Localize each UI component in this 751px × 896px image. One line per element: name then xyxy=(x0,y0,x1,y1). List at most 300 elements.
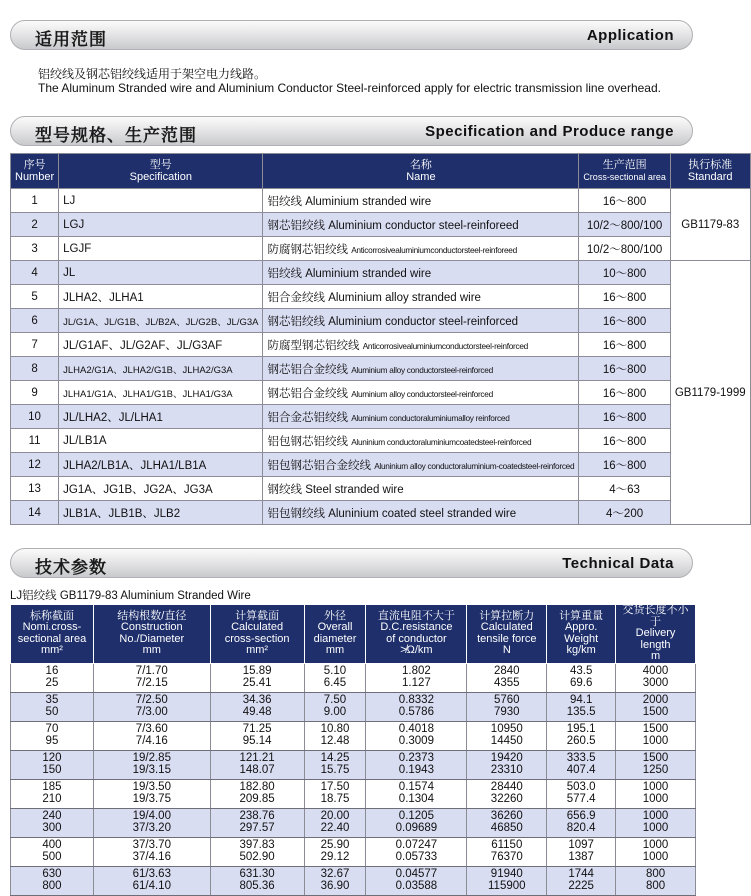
tech-cell xyxy=(547,779,616,808)
spec-row xyxy=(11,453,751,477)
tech-header-cn: 直流电阻不大于 xyxy=(377,609,455,622)
tech-header-en2: sectional area xyxy=(17,632,87,645)
tech-value-bottom: 19/3.15 xyxy=(132,763,171,776)
spec-model: LJ xyxy=(59,189,263,213)
spec-model: LGJ xyxy=(59,213,263,237)
tech-value-top: 37/3.70 xyxy=(132,839,171,851)
spec-row xyxy=(11,429,751,453)
tech-value-top: 1500 xyxy=(642,752,669,764)
header-standard-en: Standard xyxy=(687,171,733,183)
header-standard xyxy=(670,154,750,189)
tech-value-top: 2000 xyxy=(642,694,669,706)
spec-name-en: Aluminium alloy conductorsteel-reinforced xyxy=(351,388,493,399)
tech-value-bottom: 300 xyxy=(42,821,62,834)
tech-cell xyxy=(616,663,696,692)
spec-row xyxy=(11,477,751,501)
spec-name-en: Anticorrosivealuminiumconductorsteel-reinforced xyxy=(362,340,528,351)
tech-value-top: 7/1.70 xyxy=(135,665,168,677)
spec-model: JL/G1AF、JL/G2AF、JL/G3AF xyxy=(59,333,263,357)
tech-header-en2: diameter xyxy=(313,632,357,645)
tech-cell xyxy=(210,866,304,895)
spec-name-cn: 钢芯铝绞线 xyxy=(267,219,325,232)
tech-title-en: Technical Data xyxy=(562,555,674,572)
tech-cell xyxy=(210,692,304,721)
tech-value-top: 32.67 xyxy=(320,868,350,880)
tech-header-unit: mm xyxy=(325,644,345,657)
spec-row xyxy=(11,213,751,237)
tech-value-bottom: 1000 xyxy=(642,850,669,863)
header-number-cn: 序号 xyxy=(23,159,46,171)
tech-cell xyxy=(210,750,304,779)
application-title-en: Application xyxy=(586,27,674,44)
tech-value-top: 121.21 xyxy=(239,752,275,764)
spec-number: 9 xyxy=(11,381,59,405)
spec-row xyxy=(11,285,751,309)
spec-model: JLHA2/LB1A、JLHA1/LB1A xyxy=(59,453,263,477)
tech-header-en2: Weight xyxy=(564,632,599,645)
header-spec-cn: 型号 xyxy=(149,159,172,171)
tech-value-bottom: 12.48 xyxy=(320,734,350,747)
tech-value-top: 630 xyxy=(42,868,62,880)
tech-value-bottom: 502.90 xyxy=(239,850,275,863)
spec-name-en: Steel stranded wire xyxy=(305,483,404,496)
tech-value-top: 19/4.00 xyxy=(132,810,171,822)
spec-number: 7 xyxy=(11,333,59,357)
tech-cell xyxy=(304,837,366,866)
tech-cell xyxy=(366,808,467,837)
tech-header-en1: Construction xyxy=(120,621,183,634)
tech-row xyxy=(11,692,696,721)
tech-value-top: 7.50 xyxy=(323,694,347,706)
tech-value-top: 1000 xyxy=(642,810,669,822)
spec-range: 10/2～800/100 xyxy=(579,237,671,261)
spec-table-header xyxy=(11,154,751,189)
spec-model: JG1A、JG1B、JG2A、JG3A xyxy=(59,477,263,501)
tech-cell xyxy=(547,837,616,866)
tech-value-top: 19/3.50 xyxy=(132,781,171,793)
tech-header-unit: mm² xyxy=(246,644,269,657)
spec-number: 12 xyxy=(11,453,59,477)
spec-row xyxy=(11,381,751,405)
tech-value-bottom: 49.48 xyxy=(242,705,272,718)
tech-header-unit: ≯Ω/km xyxy=(400,644,433,657)
tech-value-bottom: 36.90 xyxy=(320,879,350,892)
tech-value-top: 34.36 xyxy=(242,694,272,706)
tech-value-bottom: 500 xyxy=(42,850,62,863)
spec-name-en: Aluninium conductoraluminiumcoatedsteel-reinforced xyxy=(351,436,532,447)
tech-value-bottom: 46850 xyxy=(490,821,523,834)
spec-range: 10/2～800/100 xyxy=(579,213,671,237)
tech-cell xyxy=(616,808,696,837)
tech-value-top: 17.50 xyxy=(320,781,350,793)
tech-value-top: 10950 xyxy=(490,723,523,735)
tech-value-bottom: 407.4 xyxy=(566,763,596,776)
tech-value-bottom: 0.1943 xyxy=(398,763,434,776)
tech-value-bottom: 37/4.16 xyxy=(132,850,171,863)
tech-value-bottom: 1000 xyxy=(642,792,669,805)
tech-header-en1: Appro. xyxy=(564,621,598,634)
tech-cell xyxy=(93,750,210,779)
tech-value-top: 4000 xyxy=(642,665,669,677)
tech-value-top: 1500 xyxy=(642,723,669,735)
tech-value-top: 0.8332 xyxy=(398,694,434,706)
spec-name-en: Aluminium stranded wire xyxy=(305,267,432,280)
header-range xyxy=(579,154,671,189)
spec-range: 16～800 xyxy=(579,405,671,429)
tech-cell xyxy=(467,721,547,750)
spec-banner xyxy=(10,116,693,146)
tech-value-top: 7/3.60 xyxy=(135,723,168,735)
tech-value-top: 238.76 xyxy=(239,810,275,822)
tech-cell xyxy=(547,808,616,837)
tech-header-cell xyxy=(547,605,616,664)
tech-value-top: 333.5 xyxy=(566,752,596,764)
tech-value-bottom: 2225 xyxy=(568,879,594,892)
tech-value-top: 71.25 xyxy=(242,723,272,735)
tech-value-bottom: 61/4.10 xyxy=(132,879,171,892)
spec-name xyxy=(263,453,579,477)
spec-name xyxy=(263,501,579,525)
tech-value-top: 20.00 xyxy=(320,810,350,822)
tech-value-bottom: 6.45 xyxy=(323,676,347,689)
spec-row xyxy=(11,309,751,333)
tech-value-top: 35 xyxy=(45,694,59,706)
spec-name-en: Aluninium coated steel stranded wire xyxy=(328,507,517,520)
tech-cell xyxy=(547,866,616,895)
spec-model: JLB1A、JLB1B、JLB2 xyxy=(59,501,263,525)
spec-number: 14 xyxy=(11,501,59,525)
spec-name-cn: 铝绞线 xyxy=(267,195,302,208)
tech-value-bottom: 29.12 xyxy=(320,850,350,863)
spec-name-cn: 钢芯铝合金绞线 xyxy=(267,363,348,376)
tech-header-cell xyxy=(366,605,467,664)
header-name-cn: 名称 xyxy=(409,159,432,171)
tech-value-top: 1000 xyxy=(642,781,669,793)
tech-cell xyxy=(616,837,696,866)
spec-name xyxy=(263,309,579,333)
tech-cell xyxy=(210,837,304,866)
tech-value-top: 0.04577 xyxy=(395,868,438,880)
tech-value-top: 195.1 xyxy=(566,723,596,735)
tech-cell xyxy=(11,692,94,721)
tech-cell xyxy=(366,721,467,750)
tech-cell xyxy=(93,779,210,808)
tech-value-bottom: 7/3.00 xyxy=(135,705,168,718)
tech-value-top: 400 xyxy=(42,839,62,851)
spec-name-cn: 铝合金芯铝绞线 xyxy=(267,411,348,424)
tech-header-en1: Nomi.cross- xyxy=(22,621,82,634)
tech-value-bottom: 95 xyxy=(45,734,59,747)
tech-value-top: 397.83 xyxy=(239,839,275,851)
tech-value-bottom: 0.3009 xyxy=(398,734,434,747)
spec-title-cn: 型号规格、生产范围 xyxy=(35,126,197,145)
tech-value-bottom: 7930 xyxy=(493,705,520,718)
tech-value-top: 61/3.63 xyxy=(132,868,171,880)
tech-subtitle: LJ铝绞线 GB1179-83 Aluminium Stranded Wire xyxy=(10,590,251,602)
tech-header-cell xyxy=(210,605,304,664)
tech-header-en2: cross-section xyxy=(224,632,290,645)
tech-cell xyxy=(616,692,696,721)
spec-model: JLHA2、JLHA1 xyxy=(59,285,263,309)
tech-cell xyxy=(547,750,616,779)
tech-cell xyxy=(11,721,94,750)
tech-cell xyxy=(93,837,210,866)
tech-value-top: 5760 xyxy=(493,694,520,706)
spec-name-en: Aluninium alloy conductoraluminium-coatedsteel-reinforced xyxy=(374,460,575,471)
spec-model: JL xyxy=(59,261,263,285)
tech-value-top: 14.25 xyxy=(320,752,350,764)
tech-value-top: 240 xyxy=(42,810,62,822)
spec-row xyxy=(11,333,751,357)
tech-cell xyxy=(366,663,467,692)
spec-range: 16～800 xyxy=(579,285,671,309)
spec-name-cn: 铝包钢芯铝绞线 xyxy=(267,435,348,448)
tech-value-top: 0.2373 xyxy=(398,752,434,764)
tech-cell xyxy=(304,663,366,692)
tech-cell xyxy=(304,866,366,895)
spec-name-cn: 钢芯铝绞线 xyxy=(267,315,325,328)
tech-cell xyxy=(11,808,94,837)
spec-model: LGJF xyxy=(59,237,263,261)
spec-name xyxy=(263,237,579,261)
tech-value-bottom: 22.40 xyxy=(320,821,350,834)
tech-cell xyxy=(304,808,366,837)
tech-value-bottom: 3000 xyxy=(642,676,669,689)
spec-model: JL/LB1A xyxy=(59,429,263,453)
tech-value-top: 36260 xyxy=(490,810,523,822)
spec-row xyxy=(11,357,751,381)
spec-name-en: Anticorrosivealuminiumconductorsteel-reinforeed xyxy=(351,244,517,255)
tech-value-bottom: 1000 xyxy=(642,734,669,747)
tech-header-cn: 交货长度不小于 xyxy=(622,604,689,628)
tech-header-unit: N xyxy=(502,644,511,657)
spec-name-en: Aluminium stranded wire xyxy=(305,195,432,208)
spec-row xyxy=(11,261,751,285)
spec-name xyxy=(263,357,579,381)
tech-header-en2: No./Diameter xyxy=(119,632,185,645)
spec-name-cn: 防腐钢芯铝绞线 xyxy=(267,243,348,256)
tech-value-top: 0.4018 xyxy=(398,723,434,735)
tech-row xyxy=(11,808,696,837)
spec-row xyxy=(11,189,751,213)
tech-value-top: 185 xyxy=(42,781,62,793)
standard-gb1179-1999: GB1179-1999 xyxy=(670,261,750,525)
tech-header-cn: 计算截面 xyxy=(235,609,280,622)
spec-model: JL/G1A、JL/G1B、JL/B2A、JL/G2B、JL/G3A xyxy=(59,309,263,333)
tech-value-bottom: 820.4 xyxy=(566,821,596,834)
tech-value-top: 182.80 xyxy=(239,781,275,793)
spec-name xyxy=(263,477,579,501)
spec-range: 16～800 xyxy=(579,357,671,381)
tech-value-top: 94.1 xyxy=(569,694,593,706)
tech-value-top: 0.1574 xyxy=(398,781,434,793)
spec-name-cn: 铝包钢芯铝合金绞线 xyxy=(267,459,371,472)
tech-table-header xyxy=(11,605,696,664)
spec-number: 2 xyxy=(11,213,59,237)
spec-number: 1 xyxy=(11,189,59,213)
tech-value-bottom: 1.127 xyxy=(402,676,431,689)
spec-name-en: Aluminium conductoraluminiumalloy reinforced xyxy=(351,412,510,423)
tech-cell xyxy=(547,692,616,721)
spec-range: 16～800 xyxy=(579,453,671,477)
tech-cell xyxy=(210,779,304,808)
tech-cell xyxy=(210,721,304,750)
tech-cell xyxy=(11,750,94,779)
tech-cell xyxy=(93,808,210,837)
tech-value-bottom: 14450 xyxy=(490,734,523,747)
spec-name xyxy=(263,189,579,213)
tech-value-bottom: 95.14 xyxy=(242,734,272,747)
spec-name xyxy=(263,213,579,237)
spec-name xyxy=(263,285,579,309)
header-range-cn: 生产范围 xyxy=(602,159,647,171)
tech-header-en1: Delivery xyxy=(635,627,676,639)
tech-cell xyxy=(304,692,366,721)
tech-value-top: 0.1205 xyxy=(398,810,434,822)
tech-cell xyxy=(93,866,210,895)
spec-range: 16～800 xyxy=(579,381,671,405)
tech-cell xyxy=(616,779,696,808)
tech-cell xyxy=(11,663,94,692)
tech-value-top: 28440 xyxy=(490,781,523,793)
tech-header-cell xyxy=(467,605,547,664)
tech-header-unit: kg/km xyxy=(566,644,596,657)
tech-value-top: 15.89 xyxy=(242,665,272,677)
tech-cell xyxy=(93,663,210,692)
tech-value-top: 7/2.50 xyxy=(135,694,168,706)
tech-cell xyxy=(366,692,467,721)
tech-cell xyxy=(11,866,94,895)
tech-value-bottom: 210 xyxy=(42,792,62,805)
tech-value-bottom: 25 xyxy=(45,676,59,689)
tech-value-top: 5.10 xyxy=(323,665,347,677)
tech-value-bottom: 260.5 xyxy=(566,734,596,747)
tech-cell xyxy=(210,808,304,837)
tech-value-bottom: 0.1304 xyxy=(398,792,434,805)
tech-title-cn: 技术参数 xyxy=(35,558,107,577)
header-number-en: Number xyxy=(15,171,55,183)
spec-name-en: Aluminium conductor steel-reinforced xyxy=(328,315,519,328)
tech-header-cn: 结构根数/直径 xyxy=(117,609,187,622)
tech-value-bottom: 1500 xyxy=(642,705,669,718)
tech-value-top: 91940 xyxy=(490,868,523,880)
tech-header-en2: length xyxy=(640,638,671,651)
tech-cell xyxy=(467,663,547,692)
tech-cell xyxy=(304,721,366,750)
tech-value-top: 800 xyxy=(645,868,666,880)
tech-row xyxy=(11,750,696,779)
spec-name xyxy=(263,261,579,285)
spec-range: 10～800 xyxy=(579,261,671,285)
tech-cell xyxy=(467,750,547,779)
tech-cell xyxy=(366,837,467,866)
tech-value-top: 25.90 xyxy=(320,839,350,851)
tech-cell xyxy=(467,779,547,808)
spec-range: 16～800 xyxy=(579,333,671,357)
spec-number: 13 xyxy=(11,477,59,501)
tech-row xyxy=(11,663,696,692)
tech-table xyxy=(10,604,696,896)
spec-name-cn: 钢芯铝合金绞线 xyxy=(267,387,348,400)
tech-value-bottom: 15.75 xyxy=(320,763,350,776)
spec-name-cn: 钢绞线 xyxy=(267,483,302,496)
tech-cell xyxy=(93,721,210,750)
tech-row xyxy=(11,866,696,895)
standard-gb1179-83: GB1179-83 xyxy=(670,189,750,261)
tech-header-cn: 外径 xyxy=(323,609,346,622)
spec-number: 6 xyxy=(11,309,59,333)
header-spec xyxy=(59,154,263,189)
spec-number: 3 xyxy=(11,237,59,261)
tech-cell xyxy=(547,721,616,750)
header-standard-cn: 执行标准 xyxy=(688,159,733,171)
header-range-en: Cross-sectional area xyxy=(583,172,666,182)
tech-header-en1: Overall xyxy=(317,621,353,634)
tech-cell xyxy=(467,866,547,895)
tech-value-bottom: 1387 xyxy=(568,850,594,863)
tech-value-top: 120 xyxy=(42,752,62,764)
tech-row xyxy=(11,779,696,808)
spec-row xyxy=(11,237,751,261)
tech-header-cn: 标称截面 xyxy=(29,609,74,622)
tech-value-bottom: 209.85 xyxy=(239,792,275,805)
tech-value-bottom: 1250 xyxy=(642,763,669,776)
tech-header-unit: mm² xyxy=(40,644,63,657)
spec-name-en: Aluminium alloy stranded wire xyxy=(328,291,481,304)
tech-value-bottom: 1000 xyxy=(642,821,669,834)
tech-cell xyxy=(304,750,366,779)
spec-model: JLHA1/G1A、JLHA1/G1B、JLHA1/G3A xyxy=(59,381,263,405)
tech-value-bottom: 37/3.20 xyxy=(132,821,171,834)
tech-cell xyxy=(304,779,366,808)
tech-value-top: 10.80 xyxy=(320,723,350,735)
spec-table xyxy=(10,153,751,525)
tech-value-bottom: 800 xyxy=(645,879,666,892)
tech-value-bottom: 69.6 xyxy=(569,676,593,689)
spec-range: 4～63 xyxy=(579,477,671,501)
tech-header-en2: of conductor xyxy=(386,632,447,645)
tech-header-unit: m xyxy=(650,650,661,662)
tech-cell xyxy=(366,750,467,779)
spec-name-en: Aluminium alloy conductorsteel-reinforced xyxy=(351,364,493,375)
tech-value-bottom: 135.5 xyxy=(566,705,596,718)
tech-value-bottom: 297.57 xyxy=(239,821,275,834)
tech-header-en1: D.C.resistance xyxy=(380,621,453,634)
tech-value-bottom: 577.4 xyxy=(566,792,596,805)
tech-value-bottom: 4355 xyxy=(493,676,520,689)
spec-name xyxy=(263,333,579,357)
tech-cell xyxy=(11,837,94,866)
tech-header-en1: Calculated xyxy=(480,621,533,634)
spec-title-en: Specification and Produce range xyxy=(425,123,674,140)
tech-value-bottom: 18.75 xyxy=(320,792,350,805)
tech-value-bottom: 50 xyxy=(45,705,59,718)
spec-number: 11 xyxy=(11,429,59,453)
tech-value-bottom: 76370 xyxy=(490,850,523,863)
tech-value-top: 1.802 xyxy=(402,665,431,677)
spec-row xyxy=(11,501,751,525)
spec-model: JLHA2/G1A、JLHA2/G1B、JLHA2/G3A xyxy=(59,357,263,381)
tech-value-bottom: 148.07 xyxy=(239,763,275,776)
application-title-cn: 适用范围 xyxy=(35,30,107,49)
application-banner xyxy=(10,20,693,50)
spec-range: 16～800 xyxy=(579,429,671,453)
spec-name-cn: 铝绞线 xyxy=(267,267,302,280)
tech-value-top: 70 xyxy=(45,723,59,735)
tech-cell xyxy=(366,866,467,895)
header-name xyxy=(263,154,579,189)
tech-cell xyxy=(210,663,304,692)
